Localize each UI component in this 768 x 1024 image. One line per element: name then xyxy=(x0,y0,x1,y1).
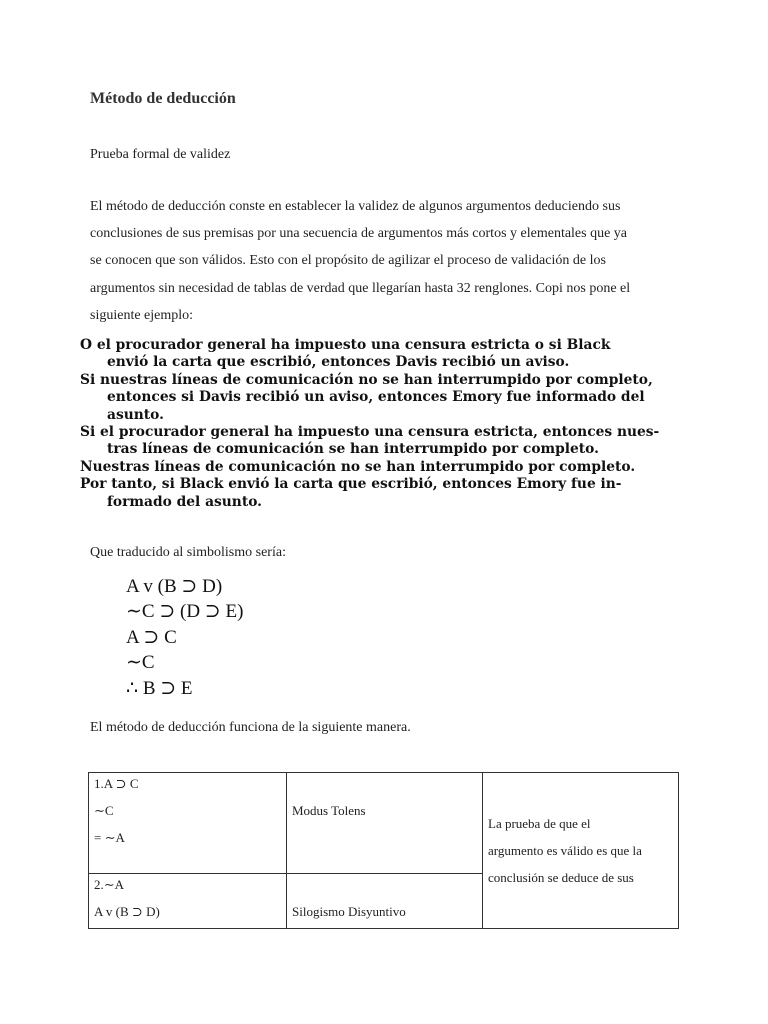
formula-line: ∴ B ⊃ E xyxy=(126,677,193,699)
steps-cell xyxy=(89,773,287,874)
rule-cell xyxy=(287,773,483,874)
formula-line: ∼C ⊃ (D ⊃ E) xyxy=(126,601,244,623)
method-caption: El método de deducción funciona de la siguiente manera. xyxy=(90,720,411,735)
table-row xyxy=(89,773,679,874)
example-line: envió la carta que escribió, entonces Davis recibió un aviso. xyxy=(107,354,570,371)
step-line: = ∼A xyxy=(94,830,125,845)
step-line: 2.∼A xyxy=(94,877,125,892)
symbolism-block xyxy=(126,574,243,701)
formula-line: A v (B ⊃ D) xyxy=(126,576,223,597)
conclusion-note-cell xyxy=(483,773,679,929)
rule-label: Modus Tolens xyxy=(292,803,366,818)
page-title: Método de deducción xyxy=(90,90,236,107)
step-line: ∼C xyxy=(94,803,114,818)
paragraph-line: siguiente ejemplo: xyxy=(90,307,194,323)
example-line: formado del asunto. xyxy=(107,493,262,510)
deduction-table xyxy=(88,772,679,929)
conclusion-note xyxy=(488,810,673,891)
rule-label: Silogismo Disyuntivo xyxy=(292,904,406,919)
example-line: Por tanto, si Black envió la carta que escribió, entonces Emory fue in- xyxy=(80,476,622,493)
note-line: conclusión se deduce de sus xyxy=(488,870,634,885)
formula-line: ∼C xyxy=(126,652,155,674)
steps-cell xyxy=(89,874,287,929)
paragraph-line: se conocen que son válidos. Esto con el propósito de agilizar el proceso de validación de los xyxy=(90,253,606,269)
section-subtitle: Prueba formal de validez xyxy=(90,147,231,162)
rule-cell xyxy=(287,874,483,929)
example-line: Si nuestras líneas de comunicación no se han interrumpido por completo, xyxy=(80,371,653,388)
step-line: 1.A ⊃ C xyxy=(94,776,139,791)
example-argument-image xyxy=(80,337,660,511)
example-line: Nuestras líneas de comunicación no se han interrumpido por completo. xyxy=(80,458,636,475)
step-line: A v (B ⊃ D) xyxy=(94,904,160,919)
example-line: entonces si Davis recibió un aviso, entonces Emory fue informado del xyxy=(107,389,645,406)
intro-paragraph xyxy=(90,193,680,329)
note-line: La prueba de que el xyxy=(488,816,591,831)
symbolism-caption: Que traducido al simbolismo sería: xyxy=(90,545,286,560)
rule-spacer xyxy=(292,773,477,800)
paragraph-line: argumentos sin necesidad de tablas de verdad que llegarían hasta 32 renglones. Copi nos pone el xyxy=(90,280,631,296)
paragraph-line: conclusiones de sus premisas por una secuencia de argumentos más cortos y elementales que ya xyxy=(90,226,628,242)
note-line: argumento es válido es que la xyxy=(488,843,642,858)
example-line: O el procurador general ha impuesto una censura estricta o si Black xyxy=(80,337,611,353)
example-line: Si el procurador general ha impuesto una censura estricta, entonces nues- xyxy=(80,424,660,441)
example-line: asunto. xyxy=(107,406,164,423)
rule-spacer xyxy=(292,874,477,901)
example-line: tras líneas de comunicación se han interrumpido por completo. xyxy=(107,441,599,458)
paragraph-line: El método de deducción conste en establecer la validez de algunos argumentos deduciendo sus xyxy=(90,199,621,214)
formula-line: A ⊃ C xyxy=(126,626,177,648)
